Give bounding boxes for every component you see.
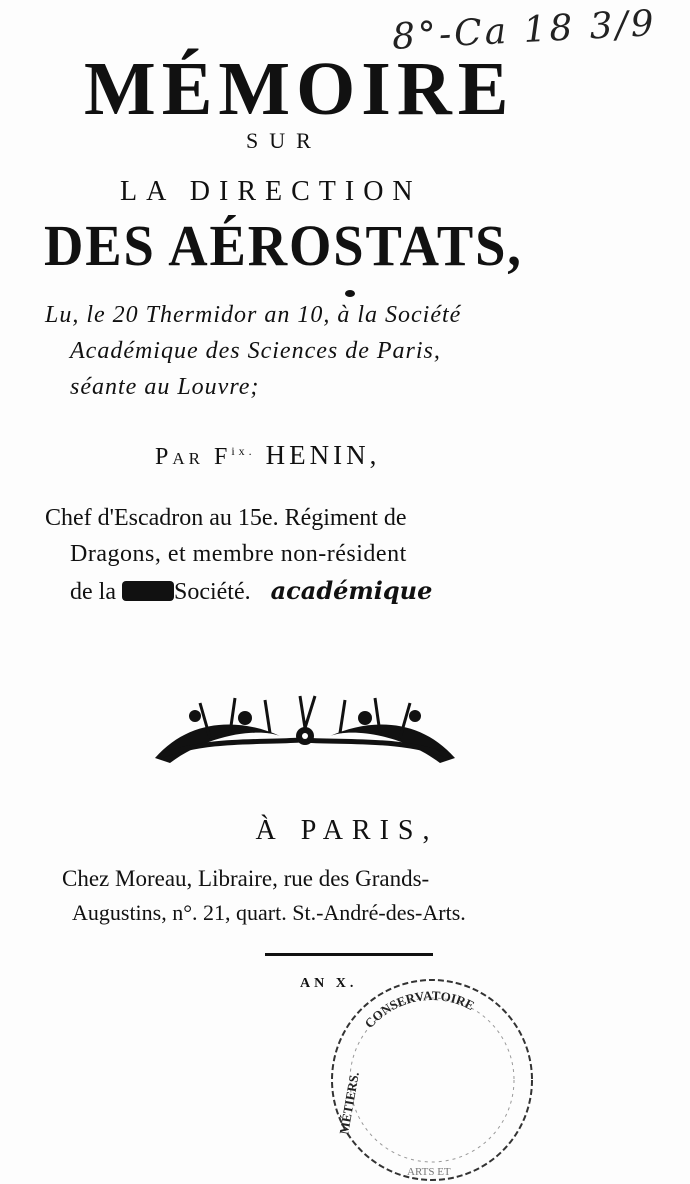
handwritten-correction: académique: [270, 576, 433, 605]
title-des-aerostats: DES AÉROSTATS,: [44, 213, 523, 278]
author-initial: F: [213, 444, 232, 470]
imprint-line-2: Augustins, n°. 21, quart. St.-André-des-Arts.: [72, 900, 466, 925]
author-desc-1: Chef d'Escadron au 15e. Régiment de: [45, 505, 407, 531]
stamp-bottom-text: ARTS ET: [407, 1166, 451, 1178]
struck-out-word: [122, 581, 174, 601]
author-name: HENIN,: [265, 440, 381, 470]
divider-rule: [265, 953, 433, 956]
stamp-left-text: MÉTIERS.: [336, 1070, 362, 1136]
title-la-direction: LA DIRECTION: [120, 176, 422, 207]
ornament-dot: [345, 290, 355, 297]
stamp-top-text: CONSERVATOIRE: [361, 987, 477, 1031]
author-desc-societe: Société.: [173, 579, 251, 605]
title-sur: SUR: [246, 128, 322, 153]
author-desc-de-la: de la: [70, 579, 116, 605]
imprint-year: AN X.: [300, 976, 358, 991]
title-memoire: MÉMOIRE: [84, 47, 515, 131]
imprint-city: À PARIS,: [255, 815, 439, 846]
author-line: [155, 440, 380, 471]
author-desc-2: Dragons, et membre non-résident: [70, 541, 407, 567]
author-par: Par: [155, 444, 204, 470]
subtitle-line-3: séante au Louvre;: [70, 374, 260, 400]
subtitle-line-2: Académique des Sciences de Paris,: [70, 338, 441, 364]
handwritten-shelfmark: 8°-Ca 18 3/9: [391, 3, 658, 58]
subtitle-line-1: Lu, le 20 Thermidor an 10, à la Société: [45, 302, 462, 328]
floral-ornament: [150, 688, 460, 768]
author-initial-sup: ix.: [231, 444, 256, 458]
imprint-line-1: Chez Moreau, Libraire, rue des Grands-: [62, 866, 430, 891]
author-desc-3: [70, 576, 432, 606]
library-stamp: [312, 965, 552, 1184]
